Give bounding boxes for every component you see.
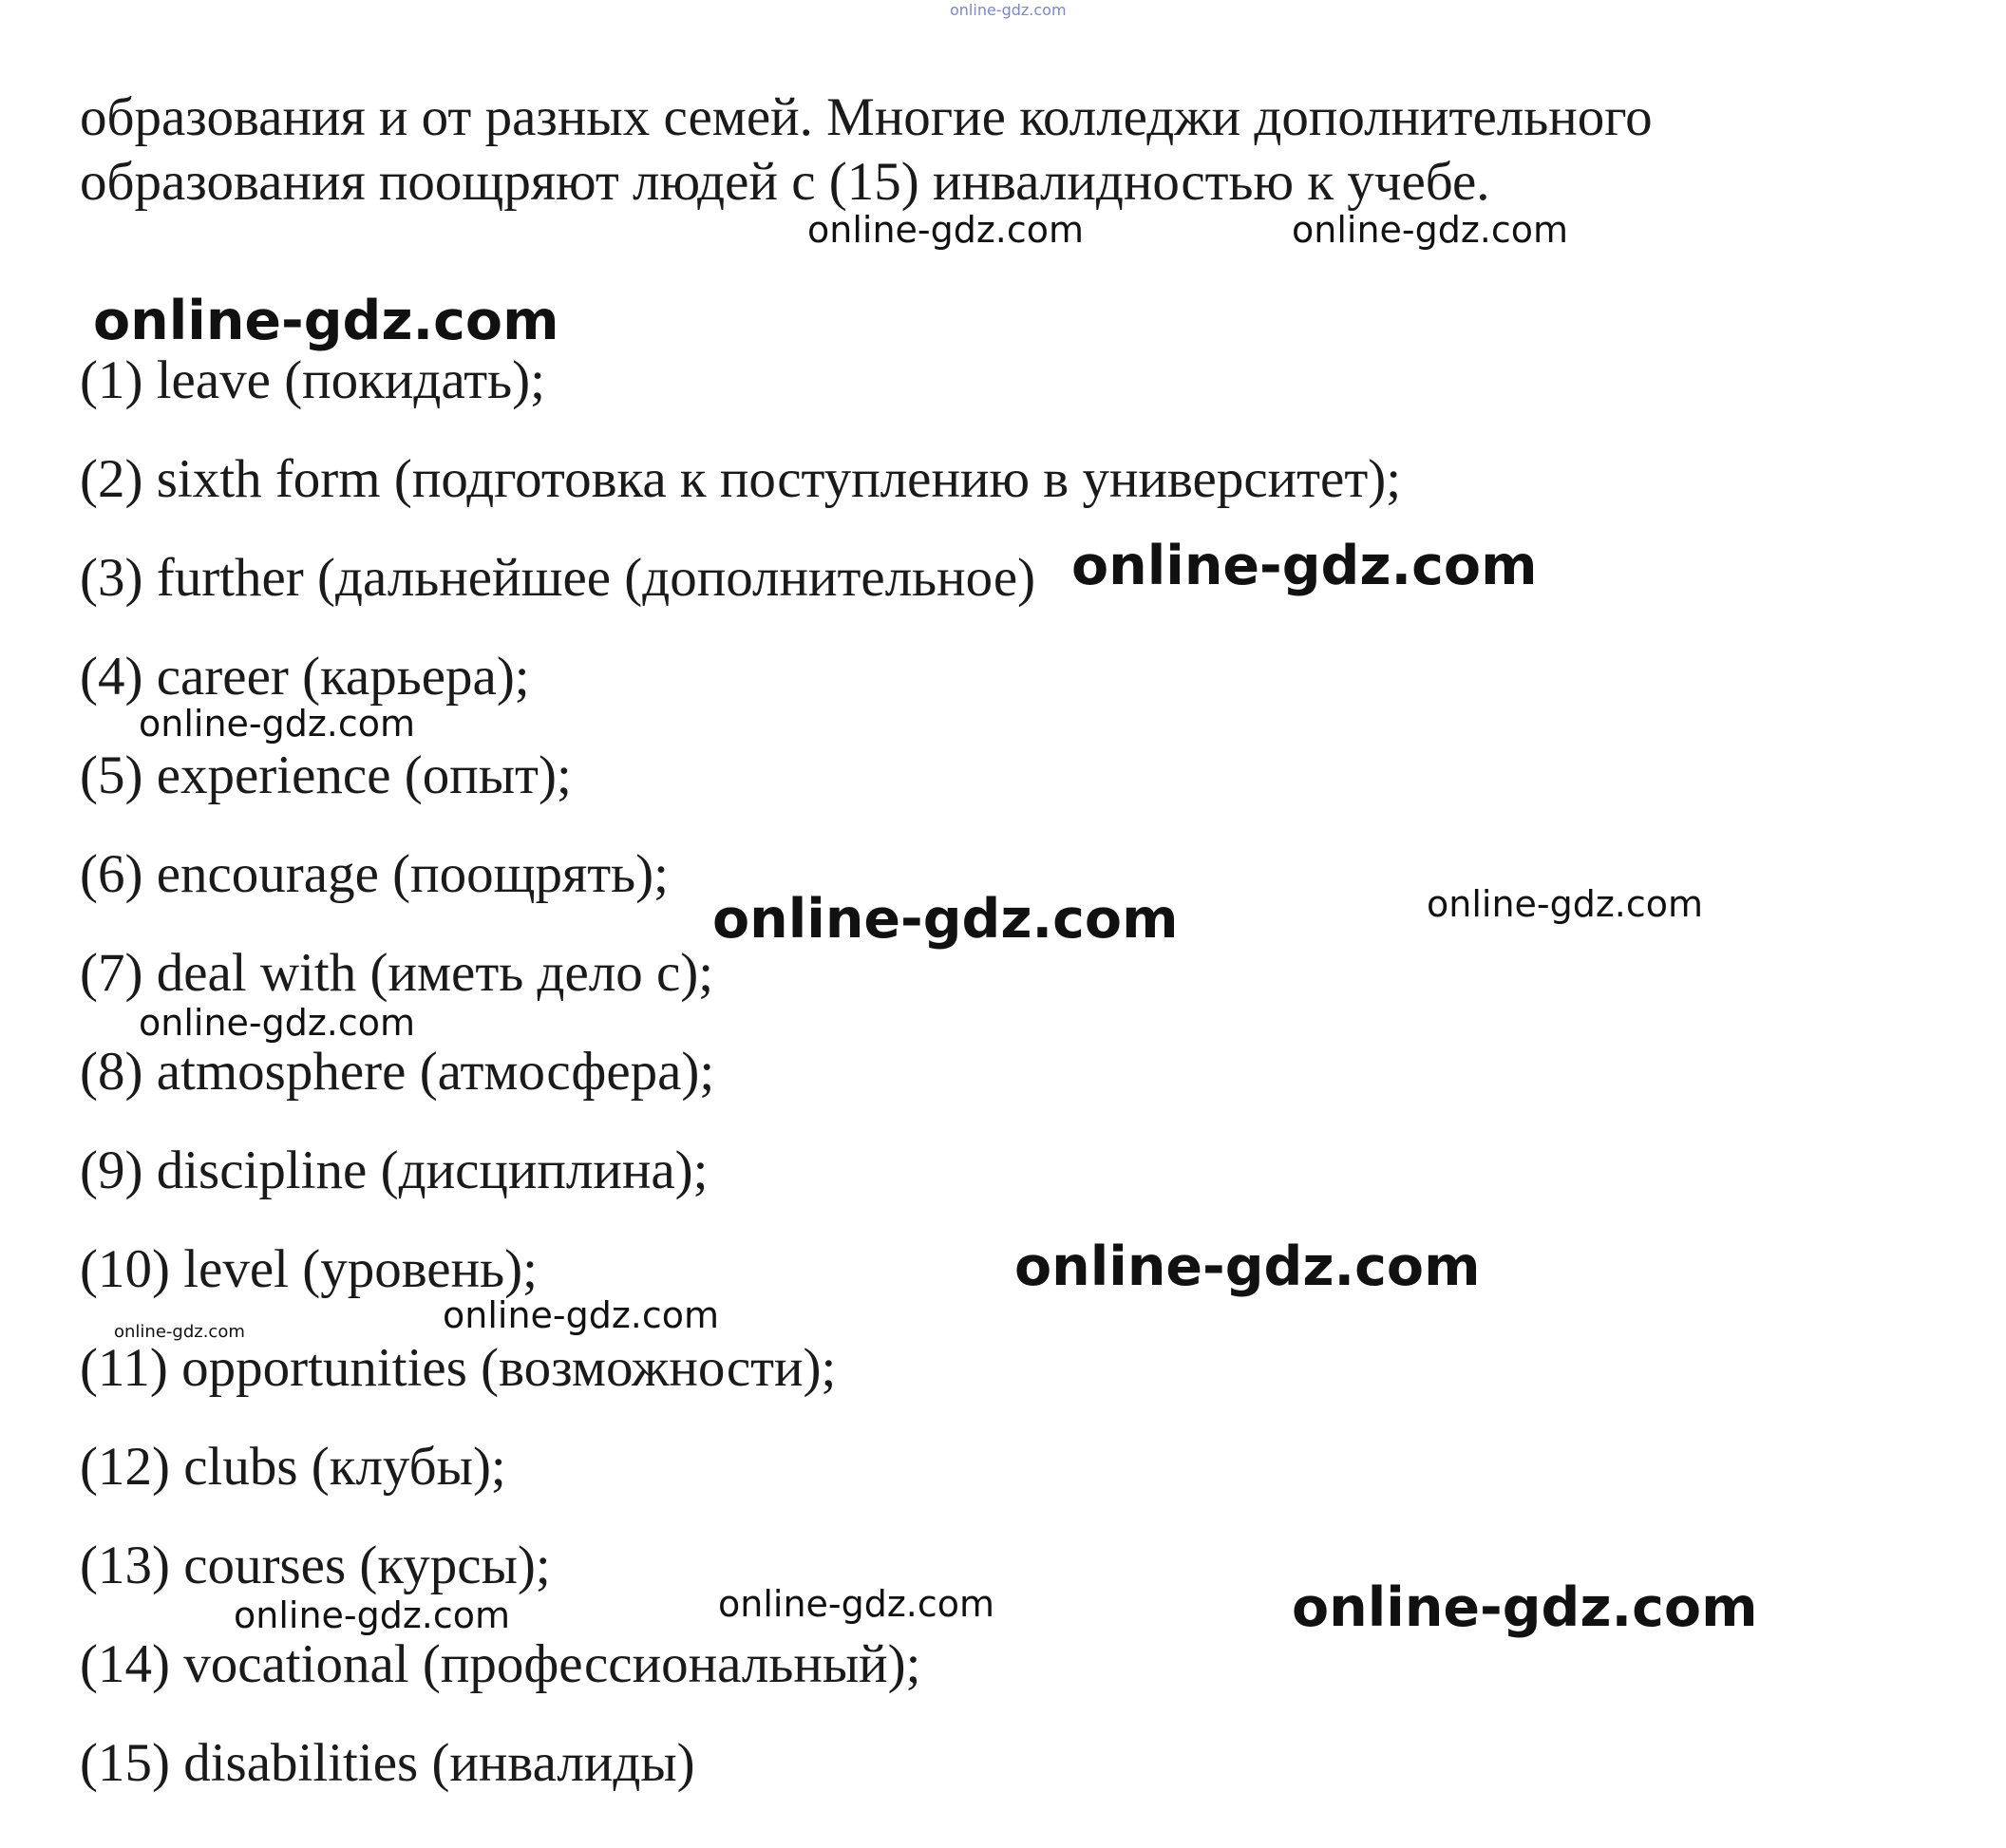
watermark: online-gdz.com xyxy=(1071,535,1538,597)
watermark: online-gdz.com xyxy=(139,1002,416,1044)
vocab-item-3: (3) further (дальнейшее (дополнительное) xyxy=(80,548,1036,608)
watermark: online-gdz.com xyxy=(1427,883,1704,925)
vocab-item-1: (1) leave (покидать); xyxy=(80,350,545,410)
vocab-item-14: (14) vocational (профессиональный); xyxy=(80,1634,921,1694)
watermark: online-gdz.com xyxy=(114,1322,245,1342)
watermark: online-gdz.com xyxy=(718,1583,995,1625)
vocab-item-13: (13) courses (курсы); xyxy=(80,1536,551,1595)
vocab-item-12: (12) clubs (клубы); xyxy=(80,1437,506,1497)
vocab-item-9: (9) discipline (дисциплина); xyxy=(80,1141,709,1200)
intro-line-1: образования и от разных семей. Многие колледжи дополнительного xyxy=(80,87,1653,147)
vocab-item-6: (6) encourage (поощрять); xyxy=(80,844,669,904)
vocab-item-15: (15) disabilities (инвалиды) xyxy=(80,1733,695,1793)
watermark: online-gdz.com xyxy=(1292,209,1569,251)
intro-line-2: образования поощряют людей с (15) инвалидностью к учебе. xyxy=(80,152,1490,212)
vocab-item-11: (11) opportunities (возможности); xyxy=(80,1338,837,1398)
watermark: online-gdz.com xyxy=(93,290,559,352)
watermark-top: online-gdz.com xyxy=(950,1,1067,19)
vocab-item-5: (5) experience (опыт); xyxy=(80,745,572,805)
watermark: online-gdz.com xyxy=(807,209,1085,251)
vocab-item-10: (10) level (уровень); xyxy=(80,1239,538,1299)
watermark: online-gdz.com xyxy=(139,703,416,745)
watermark: online-gdz.com xyxy=(712,888,1179,951)
vocab-item-7: (7) deal with (иметь дело с); xyxy=(80,943,714,1003)
vocab-item-2: (2) sixth form (подготовка к поступлению в университет); xyxy=(80,449,1402,509)
vocab-item-8: (8) atmosphere (атмосфера); xyxy=(80,1042,715,1102)
watermark: online-gdz.com xyxy=(443,1294,720,1336)
vocab-item-4: (4) career (карьера); xyxy=(80,647,530,707)
watermark: online-gdz.com xyxy=(1014,1235,1481,1298)
watermark: online-gdz.com xyxy=(1292,1576,1758,1639)
watermark: online-gdz.com xyxy=(234,1594,511,1636)
